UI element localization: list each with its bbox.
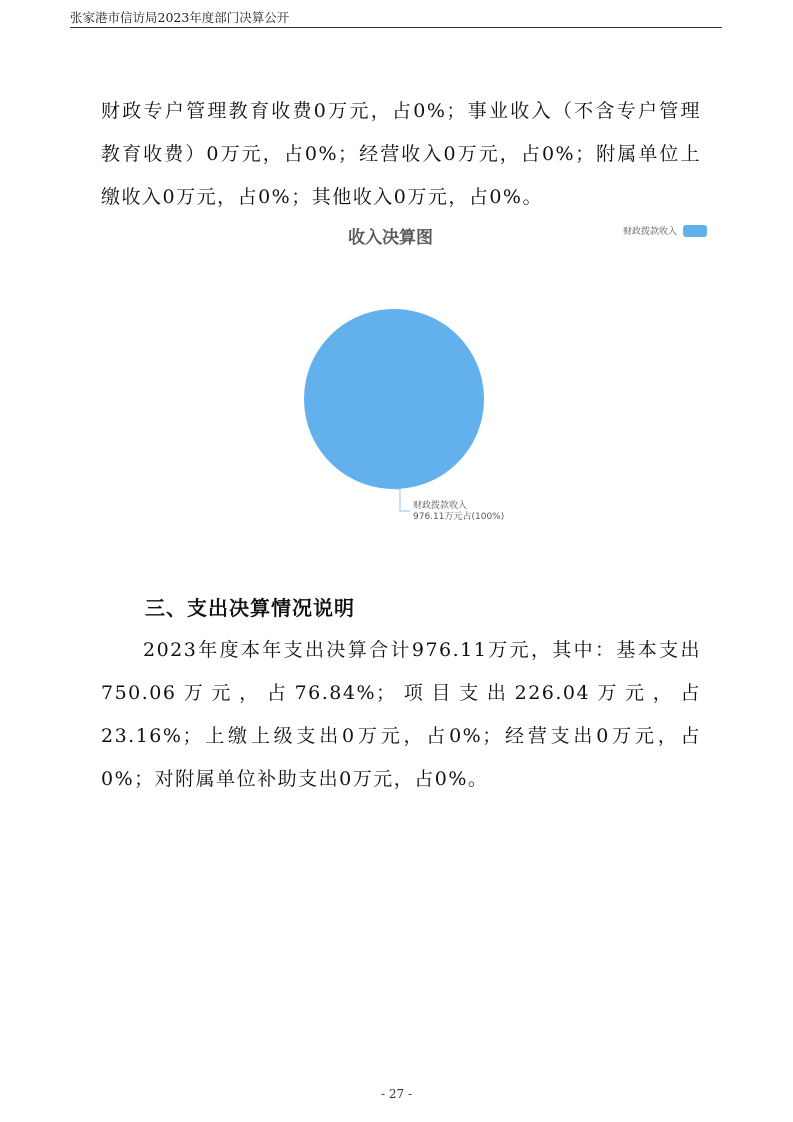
legend-swatch xyxy=(683,225,707,237)
legend-label: 财政拨款收入 xyxy=(623,227,678,237)
pie-slice-fiscal-appropriation xyxy=(304,309,484,489)
chart-legend xyxy=(623,224,707,237)
chart-title: 收入决算图 xyxy=(348,228,433,248)
slice-label-value: 976.11万元占(100%) xyxy=(413,512,505,522)
header-divider xyxy=(70,27,722,28)
pie-canvas xyxy=(290,214,730,534)
slice-data-label xyxy=(413,501,504,523)
income-pie-chart xyxy=(290,214,730,534)
page-header: 张家港市信访局2023年度部门决算公开 xyxy=(70,10,290,25)
section-title: 三、支出决算情况说明 xyxy=(145,596,355,620)
expense-paragraph: 2023年度本年支出决算合计976.11万元，其中：基本支出750.06万元，占76.84%；项目支出226.04万元，占23.16%；上缴上级支出0万元，占0%；经营支出0万元，占0%；对附属单位补助支出0万元，占0%。 xyxy=(101,639,701,790)
page-number: - 27 - xyxy=(380,1087,412,1101)
slice-leader-line xyxy=(394,489,410,511)
income-paragraph: 财政专户管理教育收费0万元，占0%；事业收入（不含专户管理教育收费）0万元，占0%；经营收入0万元，占0%；附属单位上缴收入0万元，占0%；其他收入0万元，占0%。 xyxy=(101,100,701,208)
slice-label-name: 财政拨款收入 xyxy=(413,501,468,511)
